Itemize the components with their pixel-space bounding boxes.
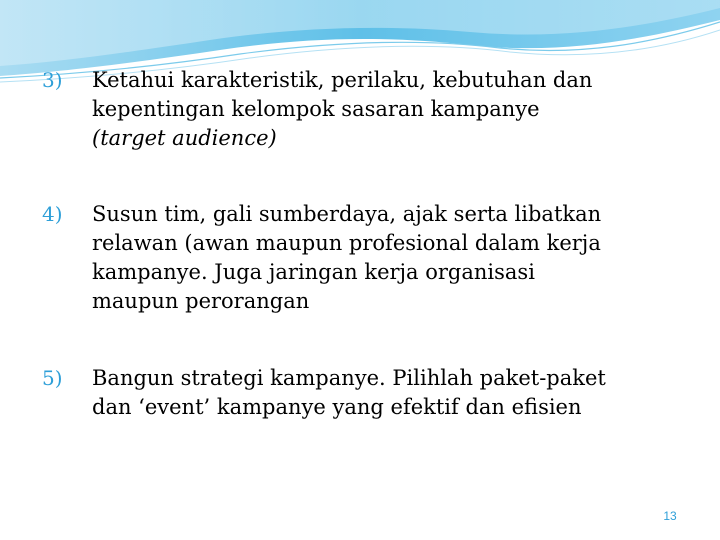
item-line: relawan (awan maupun profesional dalam kerja [92, 231, 601, 255]
item-line-italic: (target audience) [92, 126, 277, 150]
item-text [92, 200, 692, 316]
item-number: 4) [42, 202, 63, 226]
item-line: kepentingan kelompok sasaran kampanye [92, 97, 540, 121]
item-text [92, 364, 692, 422]
list-item [42, 364, 692, 422]
item-text [92, 66, 692, 153]
item-line: maupun perorangan [92, 289, 310, 313]
list-item [42, 66, 692, 153]
item-line: Susun tim, gali sumberdaya, ajak serta libatkan [92, 202, 602, 226]
page-number: 13 [663, 509, 677, 523]
item-number: 5) [42, 366, 63, 390]
item-line: Bangun strategi kampanye. Pilihlah paket-paket [92, 366, 606, 390]
item-line: dan ‘event’ kampanye yang efektif dan efisien [92, 395, 582, 419]
list-item [42, 200, 692, 316]
item-number: 3) [42, 68, 63, 92]
item-line: kampanye. Juga jaringan kerja organisasi [92, 260, 535, 284]
item-line: Ketahui karakteristik, perilaku, kebutuhan dan [92, 68, 593, 92]
